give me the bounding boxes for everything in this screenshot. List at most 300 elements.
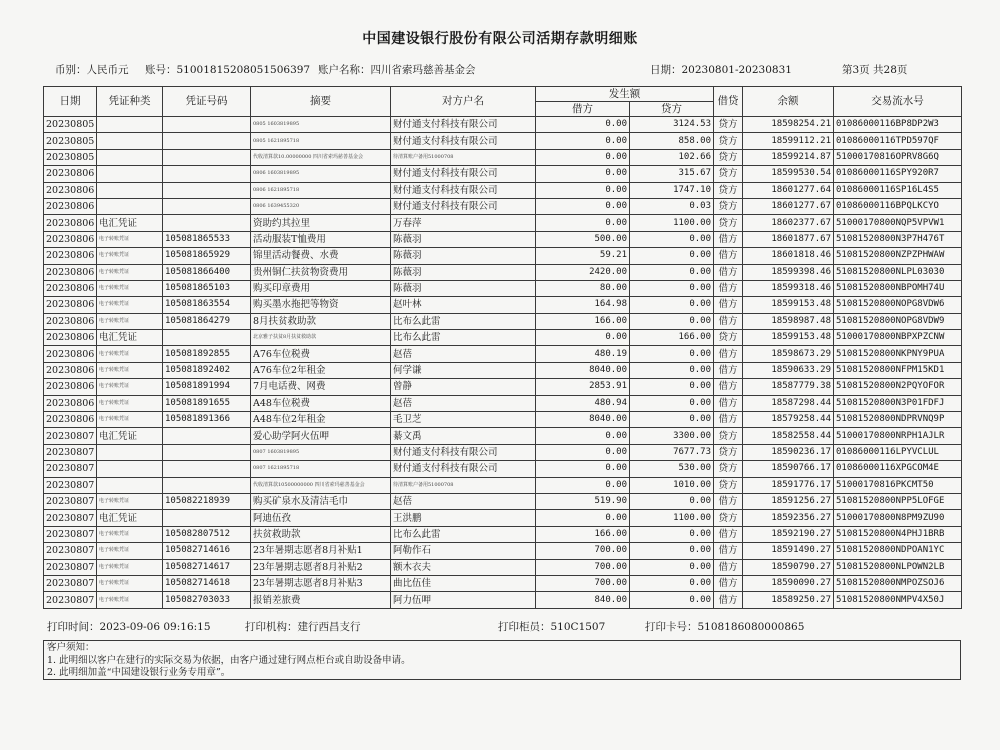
row-credit: 1747.10 (630, 182, 714, 198)
table-row (44, 215, 962, 231)
row-dc: 贷方 (714, 510, 743, 526)
notice-heading: 客户须知： (47, 642, 95, 653)
row-voucher-type: 电汇凭证 (97, 510, 163, 526)
row-voucher-type: 电子转账凭证 (97, 362, 163, 378)
row-summary: 23年暑期志愿者8月补贴1 (251, 543, 391, 559)
row-balance: 18590766.17 (743, 461, 834, 477)
row-voucher-type: 电子转账凭证 (97, 592, 163, 608)
row-serial: 51081520800N3P7H476T (834, 231, 962, 247)
row-summary: 锦里活动餐费、水费 (251, 248, 391, 264)
row-voucher-no: 105081865929 (163, 248, 251, 264)
row-dc: 借方 (714, 362, 743, 378)
row-voucher-no: 105082714617 (163, 559, 251, 575)
row-voucher-no (163, 166, 251, 182)
row-date: 20230806 (44, 182, 97, 198)
row-voucher-no: 105081891994 (163, 379, 251, 395)
row-credit: 0.00 (630, 379, 714, 395)
row-balance: 18598254.21 (743, 117, 834, 133)
row-counterparty: 阿力伍呷 (391, 592, 536, 608)
print-card: 打印卡号：5108186080000865 (645, 621, 805, 633)
row-dc: 贷方 (714, 117, 743, 133)
row-summary: A76车位2年租金 (251, 362, 391, 378)
row-summary: 0805 1603819895 (251, 117, 391, 133)
col-serial: 交易流水号 (834, 87, 962, 117)
row-balance: 18592356.27 (743, 510, 834, 526)
table-row (44, 395, 962, 411)
table-row (44, 379, 962, 395)
row-debit: 0.00 (536, 166, 630, 182)
row-counterparty: 财付通支付科技有限公司 (391, 166, 536, 182)
account-number: 账号：51001815208051506397 (145, 64, 311, 76)
row-summary: 购买墨水拖把等物资 (251, 297, 391, 313)
table-row (44, 280, 962, 296)
row-summary: 0807 1603819895 (251, 444, 391, 460)
row-credit: 0.00 (630, 248, 714, 264)
row-summary: 0807 1621895718 (251, 461, 391, 477)
table-row (44, 264, 962, 280)
row-date: 20230807 (44, 543, 97, 559)
row-balance: 18602377.67 (743, 215, 834, 231)
row-balance: 18591256.27 (743, 493, 834, 509)
row-dc: 贷方 (714, 149, 743, 165)
row-debit: 164.98 (536, 297, 630, 313)
table-row (44, 330, 962, 346)
row-voucher-no (163, 182, 251, 198)
row-date: 20230806 (44, 313, 97, 329)
row-balance: 18598673.29 (743, 346, 834, 362)
row-serial: 51081520800N4PHJ1BRB (834, 526, 962, 542)
row-dc: 借方 (714, 412, 743, 428)
row-dc: 借方 (714, 280, 743, 296)
table-row (44, 510, 962, 526)
row-dc: 借方 (714, 395, 743, 411)
row-dc: 借方 (714, 231, 743, 247)
col-summary: 摘要 (251, 87, 391, 117)
row-voucher-type: 电子转账凭证 (97, 526, 163, 542)
row-debit: 700.00 (536, 543, 630, 559)
table-row (44, 133, 962, 149)
row-summary: 阿迪伍孜 (251, 510, 391, 526)
row-balance: 18590236.17 (743, 444, 834, 460)
row-credit: 7677.73 (630, 444, 714, 460)
row-dc: 借方 (714, 248, 743, 264)
row-balance: 18590633.29 (743, 362, 834, 378)
row-credit: 0.00 (630, 493, 714, 509)
row-voucher-no (163, 133, 251, 149)
row-voucher-type: 电子转账凭证 (97, 395, 163, 411)
row-debit: 0.00 (536, 117, 630, 133)
row-counterparty: 曾静 (391, 379, 536, 395)
row-credit: 3124.53 (630, 117, 714, 133)
col-voucher-type: 凭证种类 (97, 87, 163, 117)
row-serial: 51081520800NBPOMH74U (834, 280, 962, 296)
row-balance: 18599398.46 (743, 264, 834, 280)
row-date: 20230805 (44, 117, 97, 133)
row-date: 20230806 (44, 231, 97, 247)
row-voucher-no: 105081892402 (163, 362, 251, 378)
row-date: 20230807 (44, 428, 97, 444)
row-serial: 51081520800NFPM15KD1 (834, 362, 962, 378)
row-date: 20230807 (44, 477, 97, 493)
row-serial: 51000170800NBPXPZCNW (834, 330, 962, 346)
row-serial: 51081520800NZPZPHWAW (834, 248, 962, 264)
row-counterparty: 曲比伍佳 (391, 575, 536, 591)
notice-line-1: 1. 此明细以客户在建行的实际交易为依据，由客户通过建行网点柜台或自助设备申请。 (47, 654, 411, 666)
row-summary: 资助约其拉里 (251, 215, 391, 231)
row-summary: 23年暑期志愿者8月补贴3 (251, 575, 391, 591)
row-summary: A76车位税费 (251, 346, 391, 362)
row-voucher-no (163, 444, 251, 460)
row-dc: 贷方 (714, 428, 743, 444)
row-date: 20230806 (44, 280, 97, 296)
row-date: 20230806 (44, 412, 97, 428)
row-credit: 530.00 (630, 461, 714, 477)
row-debit: 166.00 (536, 526, 630, 542)
row-dc: 贷方 (714, 182, 743, 198)
row-dc: 借方 (714, 559, 743, 575)
row-summary: A48车位2年租金 (251, 412, 391, 428)
table-row (44, 493, 962, 509)
print-counter: 打印柜员：510C1507 (498, 621, 606, 633)
row-serial: 51081520800NKPNY9PUA (834, 346, 962, 362)
row-date: 20230806 (44, 215, 97, 231)
row-dc: 借方 (714, 313, 743, 329)
row-credit: 3300.00 (630, 428, 714, 444)
row-credit: 315.67 (630, 166, 714, 182)
row-debit: 700.00 (536, 559, 630, 575)
row-date: 20230806 (44, 330, 97, 346)
row-debit: 0.00 (536, 477, 630, 493)
row-counterparty: 财付通支付科技有限公司 (391, 182, 536, 198)
row-credit: 0.00 (630, 362, 714, 378)
row-dc: 借方 (714, 575, 743, 591)
row-summary: 活动服装T恤费用 (251, 231, 391, 247)
row-voucher-type: 电汇凭证 (97, 330, 163, 346)
table-row (44, 444, 962, 460)
row-voucher-no: 105082714616 (163, 543, 251, 559)
row-serial: 51000170816PKCMT50 (834, 477, 962, 493)
row-voucher-type (97, 149, 163, 165)
row-credit: 1100.00 (630, 510, 714, 526)
row-voucher-no (163, 117, 251, 133)
row-balance: 18589250.27 (743, 592, 834, 608)
row-serial: 51081520800NOPG8VDW9 (834, 313, 962, 329)
page-info: 第3页 共28页 (842, 64, 908, 76)
row-summary: 购买印章费用 (251, 280, 391, 296)
row-credit: 0.00 (630, 313, 714, 329)
row-credit: 0.00 (630, 559, 714, 575)
col-date: 日期 (44, 87, 97, 117)
row-voucher-type: 电子转账凭证 (97, 543, 163, 559)
row-date: 20230807 (44, 559, 97, 575)
row-voucher-no: 105081891366 (163, 412, 251, 428)
row-balance: 18599112.21 (743, 133, 834, 149)
row-credit: 0.03 (630, 198, 714, 214)
row-balance: 18587298.44 (743, 395, 834, 411)
row-debit: 840.00 (536, 592, 630, 608)
row-summary: 23年暑期志愿者8月补贴2 (251, 559, 391, 575)
row-counterparty: 财付通支付科技有限公司 (391, 444, 536, 460)
row-debit: 0.00 (536, 198, 630, 214)
row-voucher-type: 电汇凭证 (97, 215, 163, 231)
row-date: 20230806 (44, 166, 97, 182)
row-credit: 1100.00 (630, 215, 714, 231)
row-debit: 0.00 (536, 330, 630, 346)
row-date: 20230806 (44, 198, 97, 214)
transaction-rows (44, 117, 962, 609)
row-credit: 0.00 (630, 395, 714, 411)
row-voucher-no (163, 477, 251, 493)
row-balance: 18590090.27 (743, 575, 834, 591)
row-date: 20230807 (44, 575, 97, 591)
row-serial: 51081520800NOPG8VDW6 (834, 297, 962, 313)
print-info-row (0, 619, 1000, 633)
row-counterparty: 赵蓓 (391, 346, 536, 362)
col-voucher-no: 凭证号码 (163, 87, 251, 117)
row-voucher-type: 电子转账凭证 (97, 346, 163, 362)
row-summary: 7月电话费、网费 (251, 379, 391, 395)
table-row (44, 231, 962, 247)
row-counterparty: 赵蓓 (391, 395, 536, 411)
row-credit: 0.00 (630, 231, 714, 247)
table-row (44, 526, 962, 542)
row-balance: 18598987.48 (743, 313, 834, 329)
row-serial: 01086000116BPQLKCYO (834, 198, 962, 214)
row-voucher-type: 电子转账凭证 (97, 493, 163, 509)
row-summary: 报销差旅费 (251, 592, 391, 608)
row-counterparty: 额木衣夫 (391, 559, 536, 575)
row-voucher-no: 105081865103 (163, 280, 251, 296)
account-info-row (0, 62, 1000, 78)
row-debit: 80.00 (536, 280, 630, 296)
transaction-table (43, 86, 962, 609)
row-debit: 0.00 (536, 182, 630, 198)
row-serial: 01086000116SP16L4S5 (834, 182, 962, 198)
col-balance: 余额 (743, 87, 834, 117)
row-date: 20230807 (44, 444, 97, 460)
row-serial: 01086000116TPD597QF (834, 133, 962, 149)
row-credit: 858.00 (630, 133, 714, 149)
row-debit: 0.00 (536, 444, 630, 460)
row-summary: 代收清算款10500000000 四川省索玛慈善基金会 (251, 477, 391, 493)
row-debit: 2420.00 (536, 264, 630, 280)
row-counterparty: 陈薇羽 (391, 280, 536, 296)
table-row (44, 198, 962, 214)
row-serial: 51081520800NDPOAN1YC (834, 543, 962, 559)
row-balance: 18591490.27 (743, 543, 834, 559)
row-debit: 8040.00 (536, 362, 630, 378)
row-summary: 0806 1621895718 (251, 182, 391, 198)
row-dc: 借方 (714, 346, 743, 362)
table-row (44, 182, 962, 198)
row-serial: 51081520800NMPV4X50J (834, 592, 962, 608)
row-balance: 18599214.87 (743, 149, 834, 165)
row-dc: 借方 (714, 493, 743, 509)
row-voucher-no: 105081866400 (163, 264, 251, 280)
row-balance: 18601277.67 (743, 198, 834, 214)
row-serial: 01086000116LPYVCLUL (834, 444, 962, 460)
col-amount-group: 发生额 (536, 87, 714, 102)
row-counterparty: 陈薇羽 (391, 248, 536, 264)
row-voucher-no (163, 461, 251, 477)
row-credit: 0.00 (630, 526, 714, 542)
row-date: 20230806 (44, 264, 97, 280)
table-row (44, 117, 962, 133)
table-row (44, 428, 962, 444)
row-voucher-type: 电子转账凭证 (97, 412, 163, 428)
row-debit: 59.21 (536, 248, 630, 264)
row-voucher-type: 电汇凭证 (97, 428, 163, 444)
row-dc: 贷方 (714, 198, 743, 214)
row-voucher-no (163, 215, 251, 231)
row-balance: 18601277.64 (743, 182, 834, 198)
row-voucher-no: 105081864279 (163, 313, 251, 329)
row-debit: 2853.91 (536, 379, 630, 395)
row-dc: 贷方 (714, 330, 743, 346)
row-dc: 借方 (714, 297, 743, 313)
row-voucher-type (97, 198, 163, 214)
row-counterparty: 赵蓓 (391, 493, 536, 509)
row-balance: 18590790.27 (743, 559, 834, 575)
row-balance: 18579258.44 (743, 412, 834, 428)
row-debit: 0.00 (536, 428, 630, 444)
row-counterparty: 綦文禹 (391, 428, 536, 444)
row-voucher-type (97, 182, 163, 198)
row-voucher-type (97, 461, 163, 477)
row-debit: 480.94 (536, 395, 630, 411)
notice-line-2: 2. 此明细加盖“中国建设银行业务专用章”。 (47, 667, 231, 678)
table-row (44, 477, 962, 493)
print-time: 打印时间：2023-09-06 09:16:15 (47, 621, 211, 633)
row-voucher-no (163, 330, 251, 346)
row-credit: 102.66 (630, 149, 714, 165)
row-debit: 0.00 (536, 133, 630, 149)
row-counterparty: 财付通支付科技有限公司 (391, 461, 536, 477)
row-date: 20230806 (44, 395, 97, 411)
table-row (44, 575, 962, 591)
row-voucher-type (97, 477, 163, 493)
table-row (44, 297, 962, 313)
row-serial: 51081520800NPP5LOFGE (834, 493, 962, 509)
row-summary: 贵州铜仁扶贫物资费用 (251, 264, 391, 280)
row-summary: A48车位税费 (251, 395, 391, 411)
row-dc: 贷方 (714, 133, 743, 149)
row-serial: 01086000116SPY920R7 (834, 166, 962, 182)
row-voucher-no: 105081863554 (163, 297, 251, 313)
table-row (44, 362, 962, 378)
row-voucher-type (97, 133, 163, 149)
table-row (44, 592, 962, 608)
row-voucher-no: 105081865533 (163, 231, 251, 247)
row-serial: 51081520800NDPRVNQ9P (834, 412, 962, 428)
row-voucher-type: 电子转账凭证 (97, 313, 163, 329)
row-voucher-no (163, 149, 251, 165)
row-balance: 18582558.44 (743, 428, 834, 444)
row-debit: 166.00 (536, 313, 630, 329)
row-serial: 51081520800N2PQYOFOR (834, 379, 962, 395)
row-debit: 0.00 (536, 215, 630, 231)
table-row (44, 559, 962, 575)
row-credit: 0.00 (630, 575, 714, 591)
row-counterparty: 万春萍 (391, 215, 536, 231)
row-counterparty: 王洪鹏 (391, 510, 536, 526)
row-counterparty: 毛卫芝 (391, 412, 536, 428)
table-row (44, 166, 962, 182)
row-voucher-type: 电子转账凭证 (97, 248, 163, 264)
table-row (44, 461, 962, 477)
row-balance: 18599318.46 (743, 280, 834, 296)
row-dc: 贷方 (714, 477, 743, 493)
row-dc: 借方 (714, 264, 743, 280)
row-debit: 700.00 (536, 575, 630, 591)
row-summary: 购买矿泉水及清洁毛巾 (251, 493, 391, 509)
row-counterparty: 待清算账户备用51000708 (391, 149, 536, 165)
row-debit: 8040.00 (536, 412, 630, 428)
row-balance: 18592190.27 (743, 526, 834, 542)
row-balance: 18601818.46 (743, 248, 834, 264)
row-date: 20230805 (44, 149, 97, 165)
row-voucher-no: 105082807512 (163, 526, 251, 542)
row-credit: 1010.00 (630, 477, 714, 493)
account-name: 账户名称：四川省索玛慈善基金会 (318, 64, 476, 76)
row-dc: 贷方 (714, 215, 743, 231)
row-voucher-type: 电子转账凭证 (97, 559, 163, 575)
row-counterparty: 财付通支付科技有限公司 (391, 133, 536, 149)
row-debit: 0.00 (536, 149, 630, 165)
row-date: 20230806 (44, 362, 97, 378)
row-counterparty: 陈薇羽 (391, 231, 536, 247)
row-dc: 借方 (714, 543, 743, 559)
row-date: 20230805 (44, 133, 97, 149)
col-debit: 借方 (536, 102, 630, 117)
row-voucher-type: 电子转账凭证 (97, 231, 163, 247)
print-org: 打印机构：建行西昌支行 (245, 621, 361, 633)
row-counterparty: 何学谦 (391, 362, 536, 378)
row-date: 20230807 (44, 461, 97, 477)
row-date: 20230806 (44, 346, 97, 362)
row-dc: 贷方 (714, 444, 743, 460)
row-voucher-no: 105081891655 (163, 395, 251, 411)
col-dc: 借贷 (714, 87, 743, 117)
row-serial: 51081520800NMPOZSOJ6 (834, 575, 962, 591)
row-voucher-no: 105081892855 (163, 346, 251, 362)
row-voucher-type (97, 166, 163, 182)
row-credit: 0.00 (630, 592, 714, 608)
row-serial: 51000170800NQP5VPVW1 (834, 215, 962, 231)
row-voucher-type: 电子转账凭证 (97, 297, 163, 313)
row-balance: 18599530.54 (743, 166, 834, 182)
row-counterparty: 比布么此雷 (391, 313, 536, 329)
row-voucher-type: 电子转账凭证 (97, 575, 163, 591)
row-date: 20230807 (44, 526, 97, 542)
row-credit: 166.00 (630, 330, 714, 346)
row-counterparty: 陈薇羽 (391, 264, 536, 280)
row-summary: 代收清算款10.00000000 四川省索玛慈善基金会 (251, 149, 391, 165)
row-dc: 借方 (714, 592, 743, 608)
row-summary: 爱心助学阿火伍呷 (251, 428, 391, 444)
table-row (44, 149, 962, 165)
row-voucher-type: 电子转账凭证 (97, 379, 163, 395)
page-title: 中国建设银行股份有限公司活期存款明细账 (362, 31, 638, 47)
row-counterparty: 赵叶林 (391, 297, 536, 313)
row-date: 20230807 (44, 592, 97, 608)
row-balance: 18587779.38 (743, 379, 834, 395)
row-counterparty: 比布么此雷 (391, 330, 536, 346)
row-balance: 18599153.48 (743, 297, 834, 313)
row-serial: 51081520800NLPL03030 (834, 264, 962, 280)
table-row (44, 543, 962, 559)
row-voucher-no (163, 428, 251, 444)
